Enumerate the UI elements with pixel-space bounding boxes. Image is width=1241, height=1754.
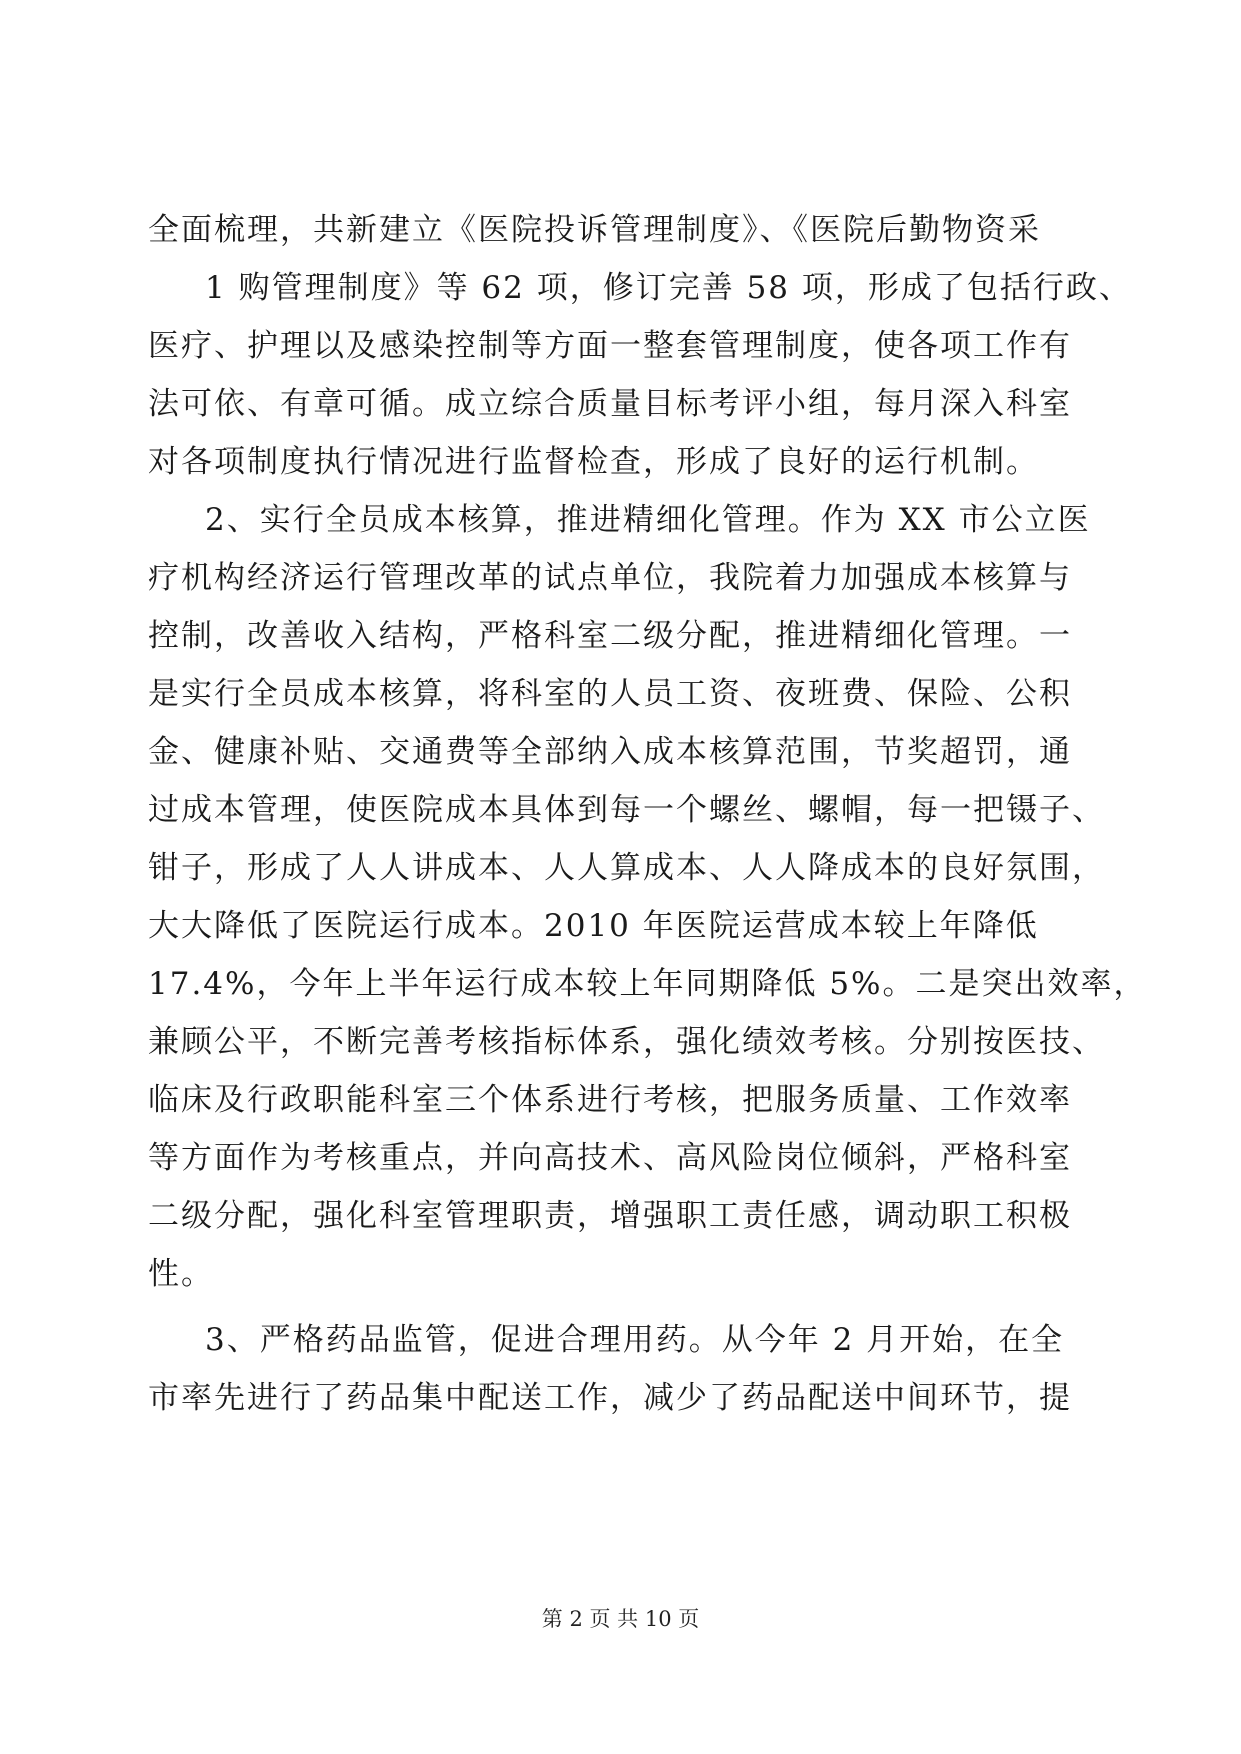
text-line-18: 二级分配，强化科室管理职责，增强职工责任感，调动职工积极 (148, 1198, 1072, 1234)
text-line-19: 性。 (148, 1256, 214, 1292)
text-line-12: 钳子，形成了人人讲成本、人人算成本、人人降成本的良好氛围， (148, 850, 1105, 886)
text-line-8: 控制，改善收入结构，严格科室二级分配，推进精细化管理。一 (148, 618, 1072, 654)
text-line-11: 过成本管理，使医院成本具体到每一个螺丝、螺帽，每一把镊子、 (148, 792, 1105, 828)
text-line-5: 对各项制度执行情况进行监督检查，形成了良好的运行机制。 (148, 444, 1039, 480)
text-line-3: 医疗、护理以及感染控制等方面一整套管理制度，使各项工作有 (148, 328, 1072, 364)
text-line-15: 兼顾公平，不断完善考核指标体系，强化绩效考核。分别按医技、 (148, 1024, 1105, 1060)
text-line-16: 临床及行政职能科室三个体系进行考核，把服务质量、工作效率 (148, 1082, 1072, 1118)
text-line-4: 法可依、有章可循。成立综合质量目标考评小组，每月深入科室 (148, 386, 1072, 422)
text-line-13: 大大降低了医院运行成本。2010 年医院运营成本较上年降低 (148, 908, 1039, 944)
text-line-2: 1 购管理制度》等 62 项，修订完善 58 项，形成了包括行政、 (205, 270, 1132, 306)
text-line-9: 是实行全员成本核算，将科室的人员工资、夜班费、保险、公积 (148, 676, 1072, 712)
text-line-7: 疗机构经济运行管理改革的试点单位，我院着力加强成本核算与 (148, 560, 1072, 596)
text-line-6: 2、实行全员成本核算，推进精细化管理。作为 XX 市公立医 (205, 502, 1091, 538)
page-footer: 第 2 页 共 10 页 (541, 1607, 700, 1631)
text-line-1: 全面梳理，共新建立《医院投诉管理制度》、《医院后勤物资采 (148, 212, 1041, 248)
text-line-20: 3、严格药品监管，促进合理用药。从今年 2 月开始，在全 (205, 1322, 1065, 1358)
text-line-14: 17.4%，今年上半年运行成本较上年同期降低 5%。二是突出效率， (148, 966, 1147, 1002)
text-line-10: 金、健康补贴、交通费等全部纳入成本核算范围，节奖超罚，通 (148, 734, 1072, 770)
text-line-21: 市率先进行了药品集中配送工作，减少了药品配送中间环节，提 (148, 1380, 1072, 1416)
text-line-17: 等方面作为考核重点，并向高技术、高风险岗位倾斜，严格科室 (148, 1140, 1072, 1176)
